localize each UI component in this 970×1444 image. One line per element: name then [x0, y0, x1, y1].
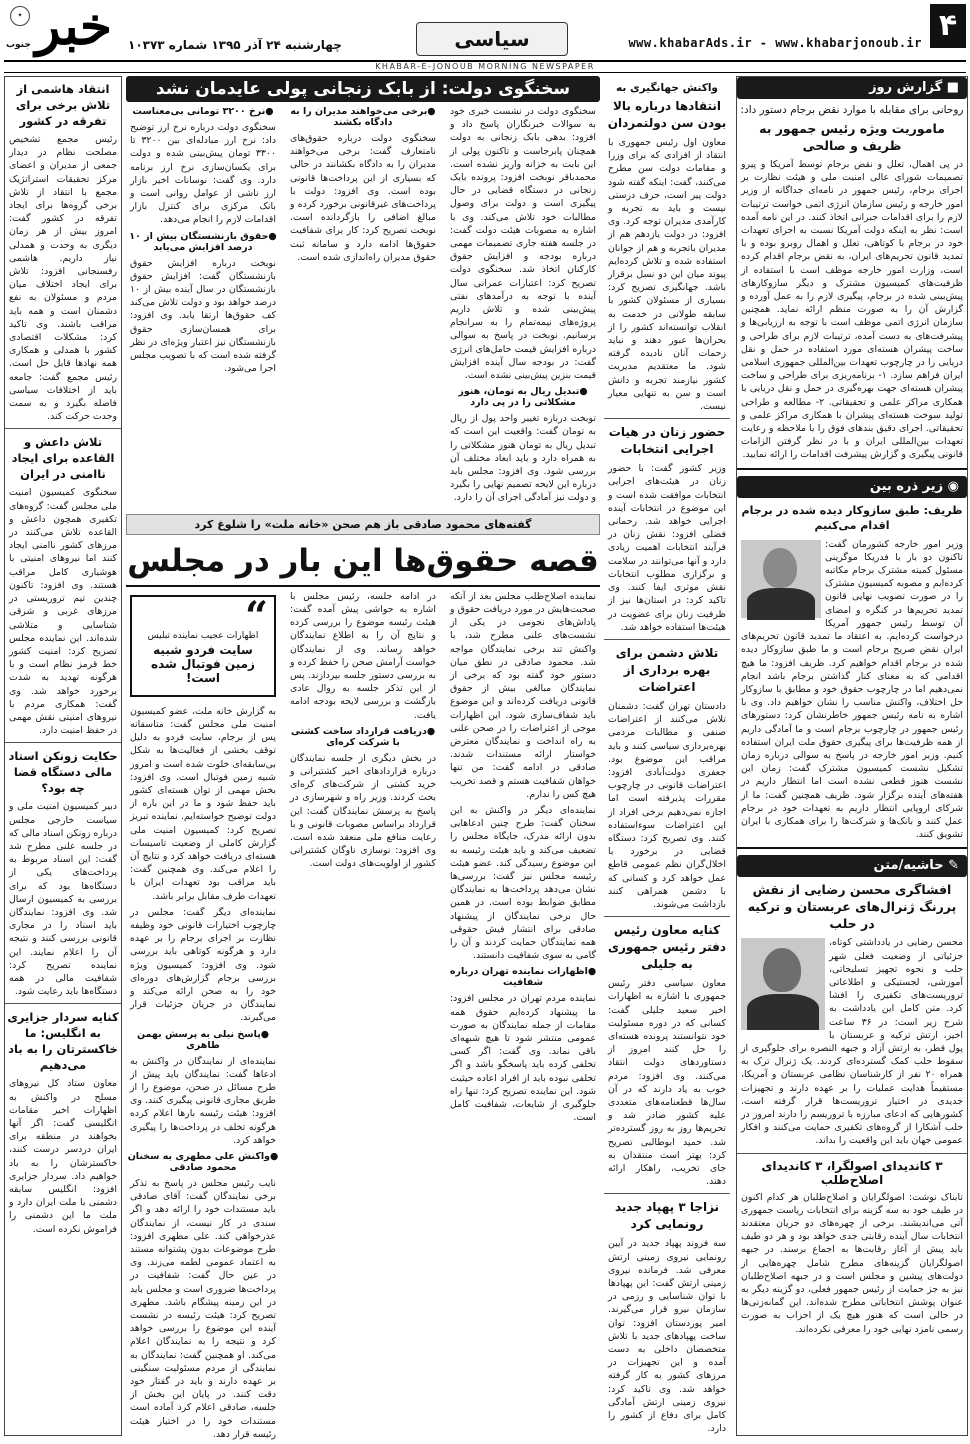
- right-column: [736, 76, 968, 1436]
- pen-icon: ✎: [948, 858, 959, 874]
- divider: [604, 418, 730, 419]
- report-headline: ماموریت ویژه رئیس جمهور به ظریف و صالحی: [759, 121, 945, 153]
- report-section-label: ■ گزارش روز: [737, 77, 967, 99]
- lead-story-body-6: نماینده‌ای دیگر گفت: مجلس در چارچوب اختیارات قانونی خود وظیفه نظارت بر اجرای برجام را بر عهده دارد و هرگونه کوتاهی باید بررسی شود. وی افزود: کمیسیون ویژه بررسی برجام گزارش‌های دوره‌ای خود را به صحن ارائه می‌کند و نمایندگان در جریان جزئیات قرار می‌گیرند.: [130, 906, 276, 1024]
- top-story-body-5: نوبخت درباره افزایش حقوق بازنشستگان گفت: افزایش حقوق بازنشستگان در سال آینده بیش از ۱۰ درصد خواهد بود و دولت تلاش می‌کند کف حقوق‌ها ارتقا یابد. وی افزود: برای همسان‌سازی حقوق بازنشستگان نیز اعتبار ویژه‌ای در نظر گرفته شده است که با تصویب مجلس اجرا می‌شود.: [130, 257, 276, 375]
- divider: [604, 916, 730, 917]
- lead-story-col-2: [286, 587, 440, 1444]
- under-eye-headline: ظریف: طبق سازوکار دیده شده در برجام اقدام می‌کنیم: [741, 503, 963, 532]
- top-story-subhead-1: ●تبدیل ریال به تومان، هنوز مشکلاتی را در پی دارد: [458, 386, 588, 409]
- left4-body: معاون ستاد کل نیروهای مسلح در واکنش به اظهارات اخیر مقامات انگلیسی گفت: اگر آنها بخواهند در منطقه برای ایران دردسر درست کنند، خاکسترشان را به باد خواهیم داد. سردار جزایری افزود: انگلیس سابقه دشمنی با ملت ایران دارد و ملت ما این دشمنی را فراموش نکرده است.: [9, 1078, 117, 1235]
- margin-headline: افشاگری محسن رضایی از نقش پررنگ ژنرال‌های عربستان و ترکیه در حلب: [747, 882, 957, 932]
- page-number: ۴: [930, 4, 966, 48]
- rezaei-photo: [741, 938, 825, 1030]
- lead-story-subhead-1: ●اظهارات نماینده تهران درباره شفافیت: [449, 966, 597, 989]
- top-story-subhead-2: ●برخی می‌خواهند مدیران را به دادگاه بکشند: [290, 106, 436, 128]
- newspaper-page: [4, 0, 966, 1440]
- divider: [5, 428, 121, 429]
- magnifier-icon: ◉: [947, 478, 959, 494]
- top-story-col-1: [446, 102, 600, 508]
- mr2-headline: حضور زنان در هیات اجرایی انتخابات: [608, 425, 726, 457]
- divider: [737, 468, 967, 470]
- lead-story-body-7: نماینده‌ای از نمایندگان در واکنش به ادعاها گفت: نمایندگان باید پیش از طرح مسائل در صحن، موضوع را از طریق مجاری قانونی پیگیری کنند. وی افزود: هیئت رئیسه بارها اعلام کرده هرگونه تخلف در پرداخت‌ها را پیگیری خواهد کرد.: [130, 1055, 276, 1146]
- section-title: سیاسی: [416, 22, 568, 56]
- mr1-headline: انتقادها درباره بالا بودن سن دولتمردان: [607, 99, 727, 130]
- left2-body: سخنگوی کمیسیون امنیت ملی مجلس گفت: گروه‌های تکفیری همچون داعش و القاعده تلاش می‌کنند در مرزهای کشور ناامنی ایجاد کنند اما نیروهای امنیتی با هوشیاری کامل مراقب هستند. وی افزود: تاکنون چندین تیم تروریستی در مرزهای غربی و شرقی شناسایی و متلاشی شده‌اند. این نماینده مجلس تصریح کرد: امنیت کشور خط قرمز نظام است و با هرگونه تهدید به شدت برخورد خواهد شد. وی گفت: همکاری مردم با نیروهای امنیتی نقش مهمی در حفظ امنیت دارد.: [9, 487, 117, 737]
- report-kicker: روحانی برای مقابله با موارد نقض برجام دستور داد:: [740, 104, 964, 116]
- top-story-body-3: سخنگوی دولت درباره حقوق‌های نامتعارف گفت: برخی می‌خواهند مدیران را به دادگاه بکشانند در حالی که بسیاری از این پرداخت‌ها قانونی بوده است. وی افزود: دولت با پرداخت‌های غیرقانونی برخورد کرده و مبالغ اضافی را بازگردانده است. نوبخت تصریح کرد: کار برای شفافیت حقوق‌ها ادامه دارد و سامانه ثبت حقوق مدیران راه‌اندازی شده است.: [290, 133, 436, 263]
- lead-story-col-1: [446, 587, 600, 1444]
- left-column: [4, 76, 122, 1436]
- lead-story-body-2: نماینده‌ای دیگر در واکنش به این سخنان گفت: طرح چنین ادعاهایی بدون ارائه مدرک، جایگاه مجلس را تضعیف می‌کند و باید هیئت رئیسه به این موضوع رسیدگی کند. عضو هیئت رئیسه مجلس نیز گفت: بررسی‌ها نشان می‌دهد پرداخت‌ها به نمایندگان مطابق ضوابط بوده است. در همین حال برخی نمایندگان از پیشنهاد صادقی برای انتشار فیش حقوقی همه نمایندگان حمایت کردند و آن را گامی به سوی شفافیت دانستند.: [450, 804, 596, 962]
- top-story-body-2: توبخت درباره تغییر واحد پول از ریال به تومان گفت: واقعیت این است که تبدیل ریال به تومان هنوز مشکلاتی را به همراه دارد و باید ابعاد مختلف آن بررسی شود. وی افزود: مجلس باید درباره این لایحه تصمیم نهایی را بگیرد و دولت نیز آمادگی اجرای آن را دارد.: [450, 413, 596, 504]
- mr4-body: معاون سیاسی دفتر رئیس جمهوری با اشاره به اظهارات اخیر سعید جلیلی گفت: کسانی که در دوره مسئولیت خود نتوانستند پرونده هسته‌ای را حل کنند امروز از دستاوردهای دولت انتقاد می‌کنند. وی افزود: مردم خوب به یاد دارند که در آن سال‌ها قطعنامه‌های متعددی علیه کشور صادر شد و تحریم‌ها روز به روز گسترده‌تر شد. حمید ابوطالبی تصریح کرد: بهتر است منتقدان به جای تخریب، راهکار ارائه دهند.: [608, 978, 726, 1188]
- lead-story-subhead-2: ●دریافت قرارداد ساخت کشتی با شرکت کره‌ای: [290, 725, 436, 748]
- middle-right-column: [604, 76, 730, 1434]
- mr3-body: دادستان تهران گفت: دشمنان تلاش می‌کنند از اعتراضات صنفی و مطالبات مردمی بهره‌برداری سیاسی کنند و باید مراقب این موضوع بود. جعفری دولت‌آبادی افزود: اعتراضات قانونی در چارچوب مقررات پذیرفته است اما اجازه نمی‌دهیم برخی افراد از این اعتراضات سوءاستفاده کنند. وی تصریح کرد: دستگاه قضایی در برخورد با اخلال‌گران نظم عمومی قاطع عمل خواهد کرد و کسانی که با دشمن همراهی کنند بازداشت می‌شوند.: [608, 700, 726, 910]
- left4-headline: کنایه سردار جزایری به انگلیس: ما خاکسترتان را به باد می‌دهیم: [7, 1010, 119, 1073]
- divider: [5, 742, 121, 743]
- website-urls[interactable]: www.khabarAds.ir - www.khabarjonoub.ir: [628, 36, 922, 50]
- lead-story-body-5: در بخش دیگری از جلسه نمایندگان درباره قراردادهای اخیر کشتیرانی و خرید کشتی از شرکت‌های کره‌ای بحث کردند. وزیر راه و شهرسازی در پاسخ به پرسش نمایندگان گفت: این قرارداد براساس مصوبات قانونی و با رعایت منافع ملی منعقد شده است. وی افزود: نوسازی ناوگان کشتیرانی کشور از اولویت‌های دولت است.: [290, 752, 436, 870]
- mr1-kicker: واکنش جهانگیری به: [616, 82, 718, 94]
- candidates-body: تابناک نوشت: اصولگرایان و اصلاح‌طلبان هر کدام اکنون در طیف خود به سه گزینه برای انتخابات ریاست جمهوری آتی می‌اندیشند. برخی از چهره‌های دو جریان معتقدند انتخابات سال آینده رقابتی جدی خواهد بود و هر دو طیف باید پیش از آغاز رقابت‌ها به اجماع برسند. در جبهه اصولگرایان گزینه‌های مطرح شامل چهره‌هایی از دولت‌های پیشین و مجلس است و در جبهه اصلاح‌طلبان نیز به جز حمایت از رئیس جمهور فعلی، دو گزینه دیگر به عنوان پوشش انتخاباتی مطرح شده‌اند. این گمانه‌زنی‌ها در حالی است که هنوز هیچ یک از احزاب به صورت رسمی نامزد نهایی خود را معرفی نکرده‌اند.: [741, 1191, 963, 1335]
- lead-story-subhead-4: ●واکنش علی مطهری به سخنان محمود صادقی: [127, 1150, 279, 1173]
- pull-quote-kicker: اظهارات عجیب نماینده تبلیس: [147, 630, 259, 641]
- lead-story-deck: گفته‌های محمود صادقی باز هم صحن «خانه ملت» را شلوغ کرد: [126, 514, 600, 535]
- mr4-headline: کنایه معاون رئیس دفتر رئیس جمهوری به جلیلی: [607, 923, 727, 972]
- quote-mark-icon: “: [244, 592, 268, 640]
- logo-seal-icon: ✦: [10, 6, 30, 26]
- mr5-body: سه فروند پهپاد جدید در آیین رونمایی نیروی زمینی ارتش معرفی شد. فرمانده نیروی زمینی ارتش گفت: این پهپادها با توان شناسایی و رزمی در سازمان نیرو قرار می‌گیرند. امیر پوردستان افزود: توان ساخت پهپادهای جدید با تلاش متخصصان داخلی به دست آمده و این تجهیزات در مرزهای کشور به کار گرفته خواهد شد. وی تاکید کرد: نیروی زمینی ارتش آمادگی کامل برای دفاع از کشور را دارد.: [608, 1238, 726, 1435]
- left1-body: رئیس مجمع تشخیص مصلحت نظام در دیدار جمعی از مدیران و اعضای مرکز تحقیقات استراتژیک مجمع با انتقاد از تلاش برخی گروه‌ها برای ایجاد تفرقه در کشور گفت: امروز بیش از هر زمان دیگری به وحدت و همدلی نیاز داریم. هاشمی رفسنجانی افزود: تلاش برای ایجاد اختلاف میان مردم و مسئولان به نفع دشمنان است و همه باید مراقب باشند. وی تاکید کرد: مشکلات اقتصادی کشور با همدلی و همکاری همه نهادها قابل حل است. رئیس مجمع گفت: جامعه باید از اختلافات سیاسی فاصله بگیرد و به سمت وحدت حرکت کند.: [9, 134, 117, 423]
- top-story-col-3: [126, 102, 280, 508]
- top-story-columns: [126, 102, 600, 508]
- lead-story-body-3: نماینده مردم تهران در مجلس افزود: ما پیشنهاد کرده‌ایم حقوق همه مقامات از جمله نمایندگان به صورت عمومی منتشر شود تا هیچ شبهه‌ای باقی نماند. وی گفت: اگر کسی تخلفی کرده باید پاسخگو باشد و اگر تخلفی نبوده باید از افراد اعاده حیثیت شود. این نماینده تصریح کرد: تنها راه جلوگیری از شایعات، شفافیت کامل است.: [450, 993, 596, 1124]
- lead-story-body-8: نایب رئیس مجلس در پاسخ به تذکر برخی نمایندگان گفت: آقای صادقی باید مستندات خود را ارائه دهد و اگر سندی در کار نیست، از نمایندگان عذرخواهی کند. علی مطهری افزود: طرح موضوعات بدون پشتوانه مستند به اعتماد عمومی لطمه می‌زند. وی در عین حال گفت: شفافیت در پرداخت‌ها ضروری است و مجلس باید در این زمینه پیشگام باشد. مطهری تصریح کرد: هیئت رئیسه در نشست آینده این موضوع را بررسی خواهد کرد و نتیجه را به نمایندگان اعلام می‌کند. او همچنین گفت: نمایندگان به نمایندگی از مردم مسئولیت سنگینی بر عهده دارند و باید در گفتار خود دقت کنند. در پایان این بخش از جلسه، صادقی اعلام کرد آماده است مستندات خود را در اختیار هیئت رئیسه قرار دهد.: [130, 1177, 276, 1440]
- english-title-strip: KHABAR-E-JONOUB MORNING NEWSPAPER: [4, 60, 966, 73]
- divider: [737, 847, 967, 849]
- newspaper-logo: [6, 0, 114, 64]
- date-issue-line: چهارشنبه ۲۴ آذر ۱۳۹۵ شماره ۱۰۳۷۳: [128, 38, 342, 52]
- top-story-subhead-3: ●نرخ ۳۲۰۰ تومانی بی‌معناست: [132, 106, 274, 117]
- mr2-body: وزیر کشور گفت: با حضور زنان در هیئت‌های اجرایی انتخابات موافقت شده است و این موضوع در انتخابات آینده اجرایی خواهد شد. رحمانی فضلی افزود: نقش زنان در فرآیند انتخابات اهمیت زیادی دارد و آنها می‌توانند در سلامت و برگزاری مطلوب انتخابات نقش موثری ایفا کنند. وی تاکید کرد: در استان‌ها نیز از ظرفیت زنان برای عضویت در هیئت‌ها استفاده خواهد شد.: [608, 463, 726, 633]
- margin-body: محسن رضایی در یادداشتی کوتاه، جزئیاتی از وضعیت فعلی شهر حلب و نحوه تجهیز تسلیحاتی، آموزشی، لجستیکی و اطلاعاتی تروریست‌های تکفیری را افشا کرد. متن کامل این یادداشت به شرح زیر است: در ۳۶ ساعت اخیر، ارتش ترکیه و عربستان با پول قطر، به ارتش آزاد و جبهه النصره برای جلوگیری از سقوط حلب کمک گسترده‌ای کردند. یک ژنرال ترک به همراه ۲۰ نفر از کارشناسان نظامی عربستان و آمریکا، مستقیماً هدایت عملیات را بر عهده دارند و تجهیزات جدیدی در اختیار تروریست‌ها قرار گرفته است. کشورهایی که ادعای مبارزه با تروریسم را دارند امروز در حلب آشکارا از گروه‌های تکفیری حمایت می‌کنند و افکار عمومی جهان باید این واقعیت را بداند.: [741, 937, 963, 1147]
- logo-wordmark: خبر: [35, 0, 112, 57]
- divider: [5, 1003, 121, 1004]
- margin-section-label: ✎ حاشیه/متن: [737, 855, 967, 877]
- mr5-headline: نزاجا ۳ پهپاد جدید رونمایی کرد: [614, 1200, 720, 1232]
- divider: [737, 1153, 967, 1154]
- top-story-body-4: سخنگوی دولت درباره نرخ ارز توضیح داد: نرخ ارز مبادله‌ای بین ۳۲۰۰ تا ۳۳۰۰ تومان پیش‌بینی شده و دولت برای یکسان‌سازی نرخ ارز برنامه دارد. وی گفت: نوسانات اخیر بازار ارز ناشی از عوامل روانی است و بانک مرکزی برای کنترل بازار اقدامات لازم را انجام می‌دهد.: [130, 122, 276, 226]
- pull-quote-headline: سایت فردو شبیه زمین فوتبال شده است!: [151, 642, 255, 685]
- candidates-headline: ۳ کاندیدای اصولگرا، ۳ کاندیدای اصلاح‌طلب: [761, 1158, 943, 1187]
- mr1-body: معاون اول رئیس جمهوری با انتقاد از افرادی که برای وزرا و مقامات دولت سن مطرح می‌کنند، گفت: اینکه گفته شود دولت پیر است، حرف درستی نیست و باید به تجربه و کارآمدی مدیران توجه کرد. وی افزود: در دولت یازدهم هم از مدیران باتجربه و هم از جوانان استفاده شده و تلاش کرده‌ایم پیوند میان این دو نسل برقرار باشد. جهانگیری تصریح کرد: بسیاری از مسئولان کشور با سابقه طولانی در خدمت به انقلاب توانسته‌اند کشور را از بحران‌ها عبور دهند و نباید زحمات آنان نادیده گرفته شود. ما معتقدیم مدیریت کشور نیازمند تجربه و دانش است و سن به تنهایی معیار نیست.: [608, 137, 726, 413]
- lead-story-col-3: [126, 587, 280, 1444]
- main-column: [126, 76, 600, 1440]
- left1-headline: انتقاد هاشمی از تلاش برخی برای تفرقه در کشور: [15, 82, 111, 128]
- top-story-headline: سخنگوی دولت: از بابک زنجانی پولی عایدمان نشد: [126, 76, 600, 102]
- left3-body: دبیر کمیسیون امنیت ملی و سیاست خارجی مجلس درباره زونکن اسناد مالی که در جلسه علنی مطرح شد گفت: این اسناد مربوط به پرداخت‌های یکی از دستگاه‌ها بود که برای بررسی به کمیسیون ارسال شد. وی افزود: نمایندگان باید اسناد را در مجاری قانونی بررسی کنند و نتیجه آن را اعلام نمایند. این نماینده تصریح کرد: شفافیت مالی در همه دستگاه‌ها باید رعایت شود.: [9, 801, 117, 998]
- left3-headline: حکایت زونکن استاد مالی دستگاه قضا چه بود؟: [8, 749, 118, 796]
- under-eye-section-label: ◉ زیر ذره بین: [737, 476, 967, 498]
- divider: [604, 639, 730, 640]
- top-story-col-2: [286, 102, 440, 508]
- top-story-subhead-4: ●حقوق بازنشستگان بیش از ۱۰ درصد افزایش می‌یابد: [129, 230, 277, 253]
- pull-quote-box: [130, 592, 276, 697]
- lead-story-subhead-3: ●پاسخ نیلی به پرسش بهمن طاهری: [136, 1028, 270, 1051]
- report-square-icon: ■: [946, 80, 959, 95]
- minister-photo: [741, 540, 821, 618]
- lead-story-headline: قصه حقوق‌ها این بار در مجلس: [126, 535, 600, 587]
- under-eye-body: وزیر امور خارجه کشورمان گفت: تاکنون دو بار با فدریکا موگرینی مسئول کمیته مشترک برجام مکاتبه کرده‌ایم و مصوبه کمیسیون مشترک را در صورت تصویب نهایی قانون تمدید تحریم‌ها در کنگره و امضای آن توسط رئیس جمهور آمریکا درخواست کرده‌ایم. به اعتقاد ما تمدید قانون تحریم‌های ایران نقض صریح برجام است و ما طبق سازوکار دیده شده در برجام اقدام خواهیم کرد. ظریف افزود: ما هیچ اقدامی که به معنای کنار گذاشتن برجام باشد انجام نمی‌دهیم اما در چارچوب حقوق خود و مطابق با سازوکار حل اختلاف، واکنش مناسب را نشان خواهیم داد. وی با اشاره به نامه رئیس جمهور خاطرنشان کرد: دستورهای رئیس جمهور در چارچوب برجام است و ما آمادگی داریم از همه ظرفیت‌ها برای پیگیری حقوق ملت ایران استفاده کنیم. وزیر امور خارجه در پاسخ به سوالی درباره زمان تشکیل نشست کمیسیون مشترک گفت: زمان این نشست هنوز قطعی نشده است اما انتظار داریم در هفته‌های آینده برگزار شود. ظریف همچنین گفت: ما از شرکای اروپایی انتظار داریم به تعهدات خود در برجام عمل کنند و بانک‌ها و شرکت‌ها را برای همکاری با ایران تشویق کنند.: [741, 538, 963, 841]
- pull-quote-body: به گزارش خانه ملت، عضو کمیسیون امنیت ملی مجلس گفت: متاسفانه پس از برجام، سایت فردو به دلیل توقف بخشی از فعالیت‌ها به شکل بی‌سابقه‌ای خلوت شده است و امروز شبیه زمین فوتبال است. وی افزود: بخش مهمی از توان هسته‌ای کشور باید حفظ شود و ما در این باره از دولت توضیح خواسته‌ایم. نماینده تبریز تصریح کرد: کمیسیون امنیت ملی گزارش کاملی از وضعیت تاسیسات هسته‌ای دریافت خواهد کرد و نتایج آن را اعلام می‌کند. وی همچنین گفت: باید مراقب بود تعهدات ایران با تعهدات طرف مقابل برابر باشد.: [130, 705, 276, 902]
- left2-headline: تلاش داعش و القاعده برای ایجاد ناامنی در ایران: [11, 435, 115, 482]
- lead-story-body-1: نماینده اصلاح‌طلب مجلس بعد از آنکه صحبت‌هایش در مورد دریافت حقوق و پاداش‌های نجومی در یکی از نشست‌های علنی مطرح شد، با واکنش تند برخی نمایندگان مواجه شد. محمود صادقی در نطق میان دستور خود گفته بود که برخی از نمایندگان مبالغی بیش از حقوق قانونی دریافت کرده‌اند و این موضوع باید شفاف‌سازی شود. این اظهارات موجی از اعتراضات را در صحن علنی به راه انداخت و نمایندگان معترض خواستار ارائه مستندات شدند. صادقی در ادامه گفت: من تنها خواهان شفافیت هستم و قصد تخریب هیچ کس را ندارم.: [450, 590, 596, 800]
- divider: [604, 1193, 730, 1194]
- lead-story-columns: [126, 587, 600, 1444]
- top-story-body-1: سخنگوی دولت در نشست خبری خود به سوالات خبرنگاران پاسخ داد و افزود: بدهی بابک زنجانی به دولت همچنان پابرجاست و تاکنون پولی از این بابت به خزانه واریز نشده است. محمدباقر نوبخت افزود: پرونده بابک زنجانی در دستگاه قضایی در حال پیگیری است و دولت برای وصول مطالبات خود تلاش می‌کند. وی با اشاره به مصوبات هیئت دولت گفت: در جلسه هفته جاری تصمیمات مهمی درباره بودجه و افزایش حقوق کارکنان اتخاذ شد. سخنگوی دولت تصریح کرد: اعتبارات عمرانی سال آینده با توجه به درآمدهای نفتی پیش‌بینی شده و تلاش داریم پروژه‌های نیمه‌تمام را به سرانجام برسانیم. نوبخت در پاسخ به سوالی درباره افزایش قیمت حامل‌های انرژی گفت: در بودجه سال آینده افزایش قیمت بنزین پیش‌بینی نشده است.: [450, 106, 596, 382]
- lead-story-body-4: در ادامه جلسه، رئیس مجلس با اشاره به حواشی پیش آمده گفت: هیئت رئیسه موضوع را بررسی کرده و نتایج آن را به اطلاع نمایندگان خواهد رساند. وی از نمایندگان خواست آرامش صحن را حفظ کرده و به بررسی دستور جلسه بپردازند. پس از این تذکر جلسه به روال عادی بازگشت و بررسی لایحه بودجه ادامه یافت.: [290, 590, 436, 721]
- mr3-headline: تلاش دشمن برای بهره برداری از اعتراضات: [615, 645, 719, 694]
- logo-subtitle: جنوب: [6, 40, 31, 50]
- report-body: در پی اهمال، تعلل و نقض برجام توسط آمریکا و پیرو تصمیمات شورای عالی امنیت ملی و هیئت نظارت بر اجرای برجام، رئیس جمهور در نامه‌ای جداگانه از وزیر امور خارجه و رئیس سازمان انرژی اتمی خواست ترتیبات لازم را برای اقدامات جبرانی اتخاذ کنند. در این نامه آمده است: نظر به اینکه دولت آمریکا نسبت به اجرای تعهدات خود در برجام با کوتاهی، تعلل و اهمال روبرو بوده و با تمدید قانون تحریم‌های ایران، به نقض برجام اقدام کرده است، وزارت امور خارجه موظف است با استفاده از ظرفیت‌های کمیسیون مشترک و دیگر سازوکارهای پیش‌بینی شده در برجام، پیگیری لازم را به عمل آورده و گزارش آن را به صورت منظم ارائه نماید. همچنین سازمان انرژی اتمی موظف است با توجه به ارزیابی‌ها و پیشرفت‌های به دست آمده، ترتیبات لازم برای طراحی و ساخت پیشران هسته‌ای مورد استفاده در حمل و نقل دریایی را در چارچوب تعهدات بین‌المللی جمهوری اسلامی ایران فراهم سازد. ۱- برنامه‌ریزی برای طراحی و ساخت پیشران هسته‌ای جهت بهره‌گیری در حمل و نقل دریایی با همکاری مراکز علمی و تحقیقاتی. ۲- مطالعه و طراحی تولید سوخت هسته‌ای پیشران با همکاری مراکز علمی و تحقیقاتی. اجرای دقیق بندهای فوق را با ملاحظه و رعایت تعهدات بین‌المللی ایران و با در نظر گرفتن الزامات قانونی پیگیری و گزارش پیشرفت اقدامات را ارائه نمایید.: [741, 159, 963, 461]
- masthead: [4, 0, 966, 71]
